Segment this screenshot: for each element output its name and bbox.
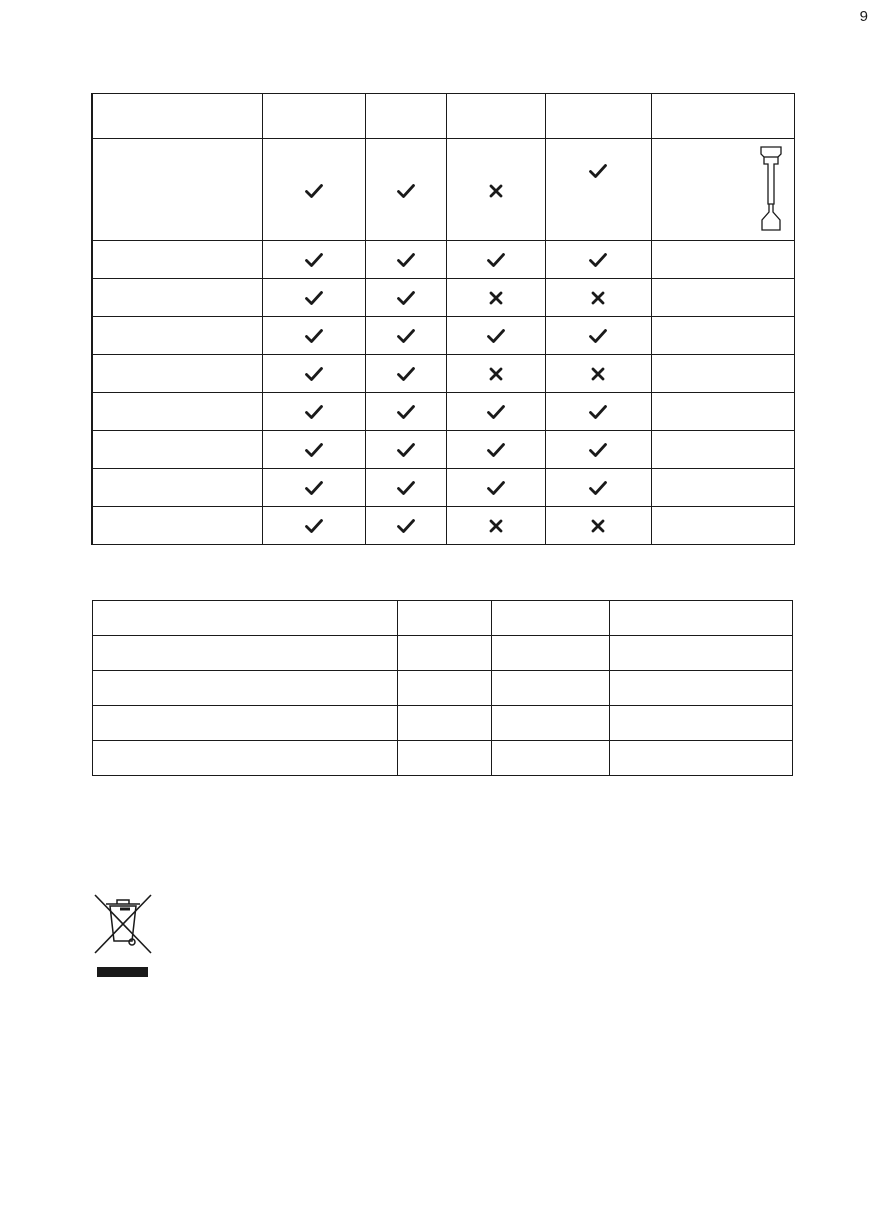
specs-table [92,600,793,776]
header-cell [545,94,651,139]
check-mark-icon [396,364,416,384]
header-cell [651,94,794,139]
compatibility-cell [365,139,446,241]
accessory-image-cell [651,279,794,317]
check-mark-icon [486,402,506,422]
check-mark-icon [396,181,416,201]
check-mark-icon [486,250,506,270]
header-cell [92,94,262,139]
specs-cell [93,741,398,776]
compatibility-cell [545,393,651,431]
compatibility-cell [262,241,365,279]
check-mark-icon [486,478,506,498]
specs-row [93,706,793,741]
check-mark-icon [588,402,608,422]
page-number: 9 [859,8,868,25]
compatibility-cell [365,469,446,507]
accessory-image-cell [651,507,794,545]
compatibility-row [92,469,794,507]
compatibility-cell [446,507,545,545]
specs-cell [610,601,793,636]
specs-cell [398,636,492,671]
specs-cell [398,601,492,636]
check-mark-icon [304,402,324,422]
row-label [92,431,262,469]
cross-mark-icon [486,288,506,308]
row-label [92,317,262,355]
specs-row [93,636,793,671]
compatibility-cell [262,431,365,469]
check-mark-icon [304,364,324,384]
specs-cell [93,706,398,741]
compatibility-cell [446,139,545,241]
specs-cell [93,671,398,706]
compatibility-row [92,139,794,241]
specs-cell [93,636,398,671]
accessory-image-cell [651,469,794,507]
cross-mark-icon [486,181,506,201]
compatibility-cell [545,279,651,317]
check-mark-icon [396,440,416,460]
compatibility-cell [446,393,545,431]
check-mark-icon [486,326,506,346]
specs-cell [398,741,492,776]
row-label [92,469,262,507]
compatibility-cell [365,393,446,431]
specs-row [93,671,793,706]
hand-blender-icon [758,144,784,232]
compatibility-cell [365,279,446,317]
row-label [92,279,262,317]
compatibility-cell [545,355,651,393]
compatibility-cell [446,241,545,279]
accessory-image-cell [651,431,794,469]
compatibility-row [92,317,794,355]
check-mark-icon [396,478,416,498]
specs-cell [610,706,793,741]
compatibility-row [92,507,794,545]
check-mark-icon [304,288,324,308]
check-mark-icon [396,516,416,536]
specs-cell [492,636,610,671]
cross-mark-icon [486,516,506,536]
specs-cell [93,601,398,636]
accessory-image-cell [651,139,794,241]
check-mark-icon [588,440,608,460]
compatibility-cell [545,139,651,241]
compatibility-header-row [92,94,794,139]
check-mark-icon [588,161,608,181]
compatibility-cell [446,469,545,507]
compatibility-cell [545,507,651,545]
compatibility-table [91,93,795,545]
cross-mark-icon [486,364,506,384]
compatibility-cell [262,279,365,317]
compatibility-cell [545,469,651,507]
compatibility-cell [262,355,365,393]
check-mark-icon [304,440,324,460]
compatibility-cell [545,317,651,355]
compatibility-row [92,241,794,279]
specs-cell [492,671,610,706]
compatibility-cell [446,431,545,469]
compatibility-row [92,393,794,431]
cross-mark-icon [588,364,608,384]
compatibility-cell [262,393,365,431]
compatibility-cell [365,431,446,469]
specs-cell [398,706,492,741]
accessory-image-cell [651,355,794,393]
compatibility-row [92,355,794,393]
header-cell [446,94,545,139]
compatibility-cell [446,355,545,393]
compatibility-cell [545,431,651,469]
row-label [92,355,262,393]
compatibility-cell [262,139,365,241]
cross-mark-icon [588,288,608,308]
row-label [92,507,262,545]
check-mark-icon [304,250,324,270]
crossed-out-wheelie-bin-icon [92,892,154,980]
specs-cell [492,601,610,636]
row-label [92,139,262,241]
check-mark-icon [396,326,416,346]
compatibility-cell [446,279,545,317]
specs-cell [398,671,492,706]
check-mark-icon [396,402,416,422]
compatibility-cell [365,317,446,355]
compatibility-cell [365,507,446,545]
row-label [92,241,262,279]
specs-cell [492,741,610,776]
compatibility-cell [365,355,446,393]
check-mark-icon [396,250,416,270]
compatibility-cell [262,317,365,355]
row-label [92,393,262,431]
specs-row [93,741,793,776]
header-cell [365,94,446,139]
compatibility-cell [365,241,446,279]
check-mark-icon [486,440,506,460]
check-mark-icon [304,516,324,536]
compatibility-cell [262,507,365,545]
specs-cell [610,671,793,706]
check-mark-icon [588,326,608,346]
check-mark-icon [588,250,608,270]
compatibility-cell [262,469,365,507]
compatibility-row [92,279,794,317]
compatibility-row [92,431,794,469]
compatibility-cell [446,317,545,355]
check-mark-icon [304,478,324,498]
check-mark-icon [304,181,324,201]
check-mark-icon [588,478,608,498]
check-mark-icon [304,326,324,346]
specs-cell [610,741,793,776]
compatibility-cell [545,241,651,279]
accessory-image-cell [651,393,794,431]
check-mark-icon [396,288,416,308]
specs-row [93,601,793,636]
cross-mark-icon [588,516,608,536]
accessory-image-cell [651,241,794,279]
accessory-image-cell [651,317,794,355]
specs-cell [492,706,610,741]
specs-cell [610,636,793,671]
header-cell [262,94,365,139]
